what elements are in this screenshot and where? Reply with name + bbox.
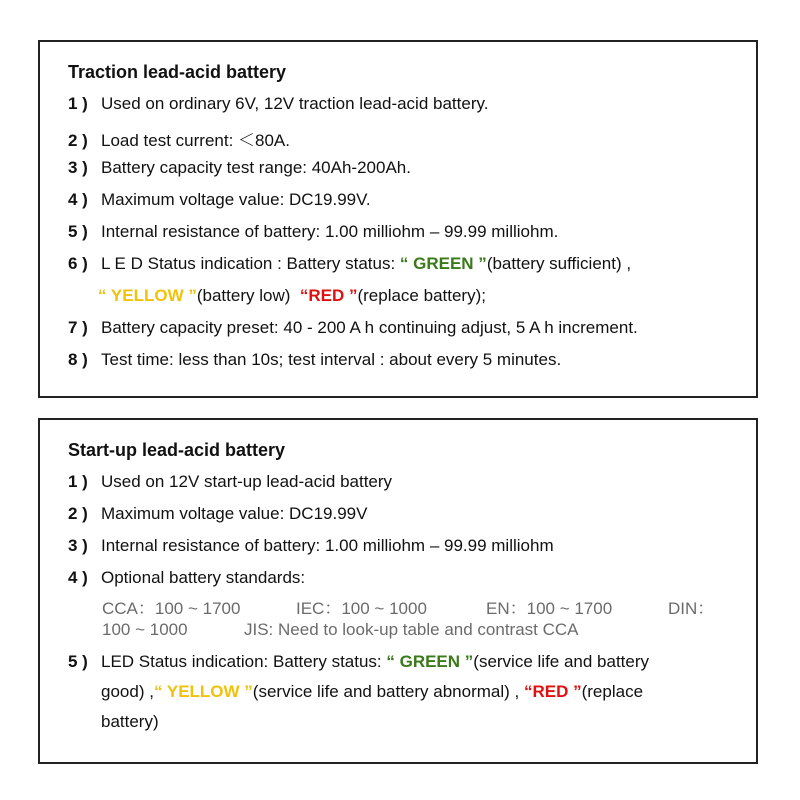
standard-din-range: 100 ~ 1000 [102,620,188,639]
startup-item-3 [68,536,554,556]
status-red-label: “RED ” [299,286,358,305]
traction-item-3 [68,158,411,178]
item-text: Internal resistance of battery: 1.00 milliohm – 99.99 milliohm. [101,222,559,241]
traction-item-6-continued [98,286,486,306]
status-line2-prefix: good) , [101,682,154,701]
item-number: 5 ) [68,222,88,241]
item-text: Maximum voltage value: DC19.99V [101,504,368,523]
item-number: 7 ) [68,318,88,337]
traction-item-6 [68,254,631,274]
startup-spec-box [38,418,758,764]
item-number: 2 ) [68,131,88,150]
status-red-desc: (replace battery); [357,286,486,305]
item-number: 4 ) [68,190,88,209]
status-yellow-label: “ YELLOW ” [153,682,253,701]
item-text: L E D Status indication : Battery status: [101,254,400,273]
item-text: Load test current: ＜80A. [101,131,290,150]
item-text: Optional battery standards: [101,568,306,587]
startup-item-5-line3: battery) [101,712,159,731]
traction-item-1 [68,94,488,114]
traction-item-5 [68,222,558,242]
standard-iec: IEC：100 ~ 1000 [296,599,427,618]
traction-item-4 [68,190,371,210]
startup-title: Start-up lead-acid battery [68,440,286,460]
status-green-label: “ GREEN ” [386,652,474,671]
item-text: Used on 12V start-up lead-acid battery [101,472,393,491]
item-text: Maximum voltage value: DC19.99V. [101,190,371,209]
traction-spec-box [38,40,758,398]
item-number: 1 ) [68,94,88,113]
item-number: 5 ) [68,652,88,671]
item-text: Internal resistance of battery: 1.00 milliohm – 99.99 milliohm [101,536,554,555]
status-red-label: “RED ” [523,682,582,701]
status-green-label: “ GREEN ” [399,254,487,273]
startup-item-5 [68,652,649,672]
startup-item-1 [68,472,392,492]
item-text: Battery capacity test range: 40Ah-200Ah. [101,158,411,177]
item-number: 4 ) [68,568,88,587]
status-yellow-label: “ YELLOW ” [98,286,197,305]
startup-item-4 [68,568,305,588]
item-number: 2 ) [68,504,88,523]
traction-item-7 [68,318,638,338]
status-yellow-desc: (battery low) [196,286,291,305]
standard-en: EN：100 ~ 1700 [486,599,613,618]
traction-title: Traction lead-acid battery [68,62,287,82]
item-text: Used on ordinary 6V, 12V traction lead-acid battery. [101,94,489,113]
item-text: Test time: less than 10s; test interval : about every 5 minutes. [101,350,562,369]
standard-din: DIN： [668,599,715,618]
item-number: 3 ) [68,158,88,177]
traction-item-8 [68,350,561,370]
standard-jis: JIS: Need to look-up table and contrast CCA [244,620,579,639]
item-number: 6 ) [68,254,88,273]
status-yellow-desc: (service life and battery abnormal) , [252,682,520,701]
startup-item-5-line2 [101,682,643,702]
item-number: 3 ) [68,536,88,555]
standard-cca: CCA：100 ~ 1700 [102,599,241,618]
status-green-desc: (battery sufficient) , [486,254,632,273]
item-number: 8 ) [68,350,88,369]
item-number: 1 ) [68,472,88,491]
item-text: Battery capacity preset: 40 - 200 A h continuing adjust, 5 A h increment. [101,318,638,337]
status-green-desc: (service life and battery [473,652,650,671]
item-text: LED Status indication: Battery status: [101,652,387,671]
traction-item-2 [68,126,290,151]
startup-item-2 [68,504,367,524]
status-red-desc: (replace [581,682,644,701]
